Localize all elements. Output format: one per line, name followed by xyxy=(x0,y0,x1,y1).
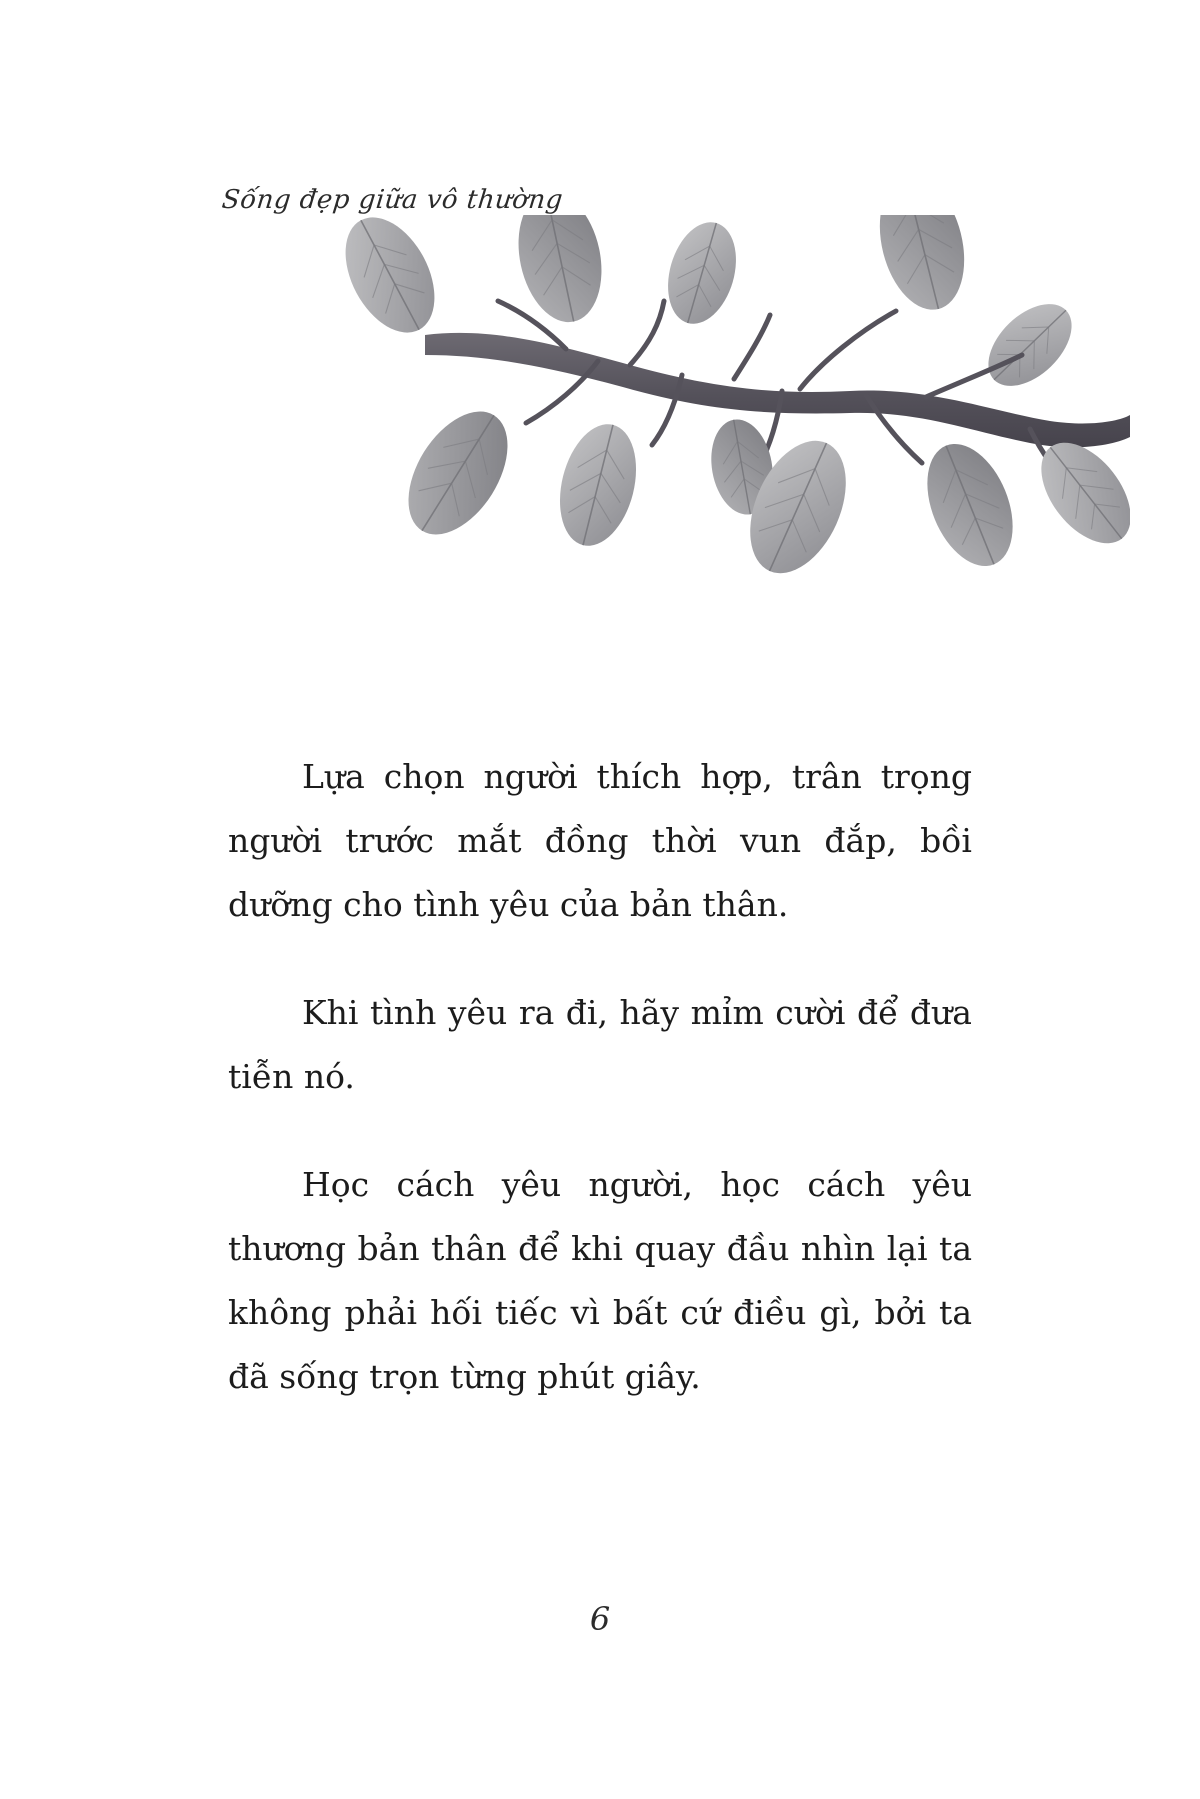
running-head: Sống đẹp giữa vô thường xyxy=(220,185,565,215)
page-number: 6 xyxy=(589,1600,611,1638)
branch-leaves-group xyxy=(330,215,1130,588)
body-text xyxy=(228,745,972,1409)
paragraph-3: Học cách yêu người, học cách yêu thương bản thân để khi quay đầu nhìn lại ta không phải hối tiếc vì bất cứ điều gì, bởi ta đã sống trọn từng phút giây. xyxy=(228,1165,972,1396)
paragraph-1: Lựa chọn người thích hợp, trân trọng người trước mắt đồng thời vun đắp, bồi dưỡng cho tình yêu của bản thân. xyxy=(228,757,972,924)
paragraph-2: Khi tình yêu ra đi, hãy mỉm cười để đưa tiễn nó. xyxy=(228,993,972,1096)
leafy-branch-illustration xyxy=(330,215,1130,595)
